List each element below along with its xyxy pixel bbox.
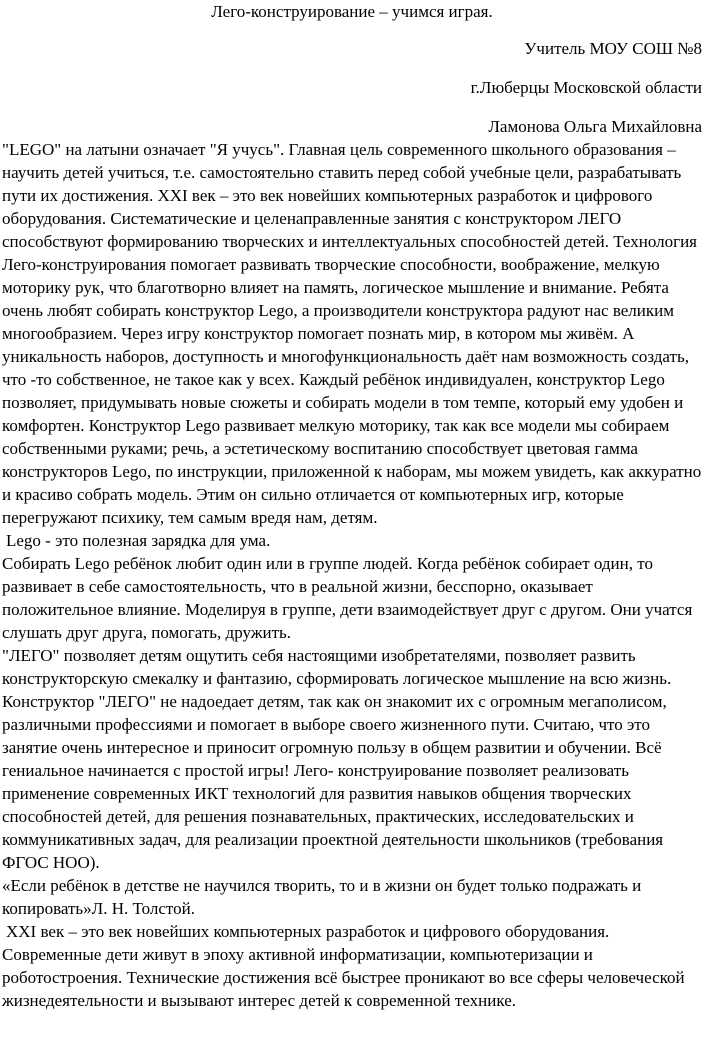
paragraph-tolstoy-quote: «Если ребёнок в детстве не научился творить, то и в жизни он будет только подражать и копировать»Л. Н. Толстой. xyxy=(2,876,642,918)
paragraph-lego-exercise: Lego - это полезная зарядка для ума. xyxy=(6,531,271,550)
paragraph-modern-children: Современные дети живут в эпоху активной информатизации, компьютеризации и роботостроения. Технические достижения всё быстрее проникают во все сферы человеческой жизнедеятельности и вызывают интерес детей к современной технике. xyxy=(2,945,685,1010)
paragraph-xxi-century: XXI век – это век новейших компьютерных разработок и цифрового оборудования. xyxy=(6,922,610,941)
document-title: Лего-конструирование – учимся играя. xyxy=(211,2,493,21)
paragraph-group-play: Собирать Lego ребёнок любит один или в группе людей. Когда ребёнок собирает один, то развивает в себе самостоятельность, что в реальной жизни, бесспорно, оказывает положительное влияние. Моделируя в группе, дети взаимодействует друг с другом. Они учатся слушать друг друга, помогать, дружить. xyxy=(2,554,693,642)
paragraph-intro: "LEGO" на латыни означает "Я учусь". Главная цель современного школьного образования – научить детей учиться, т.е. самостоятельно ставить перед собой учебные цели, разрабатывать пути их достижения. XXI век – это век новейших компьютерных разработок и цифрового оборудования. Систематические и целенаправленные занятия с конструктором ЛЕГО способствуют формированию творческих и интеллектуальных способностей детей. Технология Лего-конструирования помогает развивать творческие способности, воображение, мелкую моторику рук, что благотворно влияет на память, логическое мышление и внимание. Ребята очень любят собирать конструктор Lego, а производители конструктора радуют нас великим многообразием. Через игру конструктор помогает познать мир, в котором мы живём. А уникальность наборов, доступность и многофункциональность даёт нам возможность создать, что -то собственное, не такое как у всех. Каждый ребёнок индивидуален, конструктор Lego позволяет, придумывать новые сюжеты и собирать модели в том темпе, который ему удобен и комфортен. Конструктор Lego развивает мелкую моторику, так как все модели мы собираем собственными руками; речь, а эстетическому воспитанию способствует цветовая гамма конструкторов Lego, по инструкции, приложенной к наборам, мы можем увидеть, как аккуратно и красиво собрать модель. Этим он сильно отличается от компьютерных игр, которые перегружают психику, тем самым вредя нам, детям. xyxy=(2,140,702,527)
author-position: Учитель МОУ СОШ №8 xyxy=(524,39,702,58)
author-city: г.Люберцы Московской области xyxy=(470,78,702,97)
author-name: Ламонова Ольга Михайловна xyxy=(488,117,702,136)
paragraph-inventors: "ЛЕГО" позволяет детям ощутить себя настоящими изобретателями, позволяет развить конструкторскую смекалку и фантазию, сформировать логическое мышление на всю жизнь. Конструктор "ЛЕГО" не надоедает детям, так как он знакомит их с огромным мегаполисом, различными профессиями и помогает в выборе своего жизненного пути. Считаю, что это занятие очень интересное и приносит огромную пользу в общем развитии и обучении. Всё гениальное начинается с простой игры! Лего- конструирование позволяет реализовать применение современных ИКТ технологий для развития навыков общения творческих способностей детей, для решения познавательных, практических, исследовательских и коммуникативных задач, для реализации проектной деятельности школьников (требования ФГОС НОО). xyxy=(2,646,672,872)
